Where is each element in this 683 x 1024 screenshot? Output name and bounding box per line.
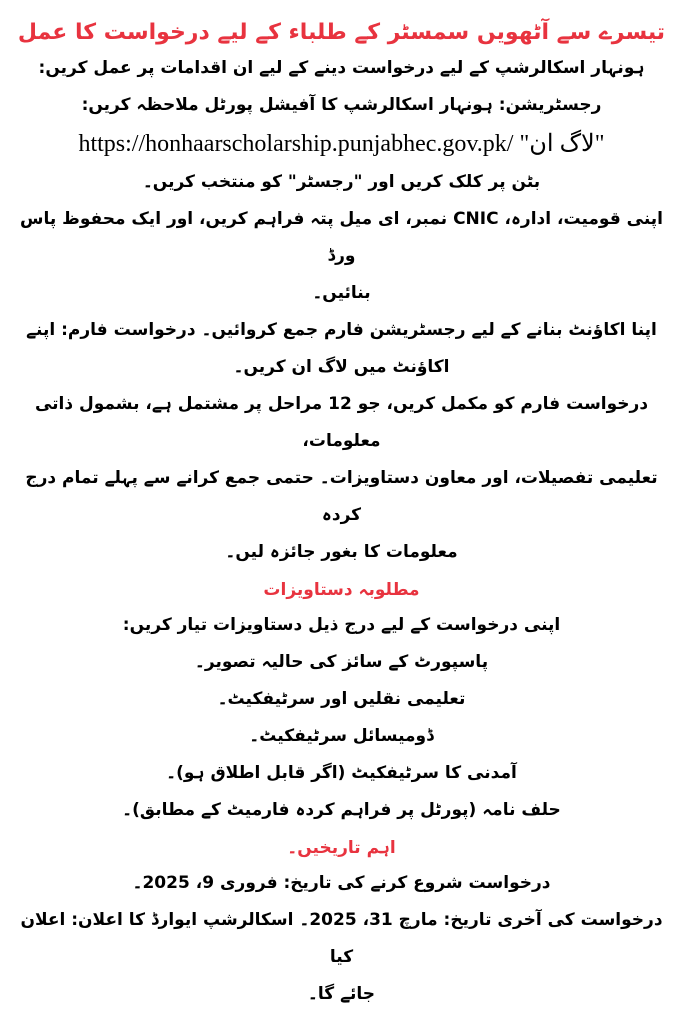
submit-line-2: اکاؤنٹ میں لاگ ان کریں۔ xyxy=(233,357,450,377)
document-item: ڈومیسائل سرٹیفکیٹ۔ xyxy=(249,726,434,746)
submit-line-1: اپنا اکاؤنٹ بنانے کے لیے رجسٹریشن فارم جمع کروائیں۔ درخواست فارم: اپنے xyxy=(26,320,657,340)
start-date: درخواست شروع کرنے کی تاریخ: فروری 9، 2025۔ xyxy=(132,873,551,893)
deadline-line-1: درخواست کی آخری تاریخ: مارچ 31، 2025۔ اسکالرشپ ایوارڈ کا اعلان: اعلان کیا xyxy=(20,910,663,967)
registration-text: رجسٹریشن: ہونہار اسکالرشپ کا آفیشل پورٹل ملاحظہ کریں: xyxy=(81,95,602,115)
document-item: حلف نامہ (پورٹل پر فراہم کردہ فارمیٹ کے مطابق)۔ xyxy=(122,800,561,820)
documents-heading: مطلوبہ دستاویزات xyxy=(263,580,420,600)
documents-list xyxy=(14,644,669,829)
login-instruction: بٹن پر کلک کریں اور "رجسٹر" کو منتخب کریں۔ xyxy=(142,172,541,192)
documents-intro: اپنی درخواست کے لیے درج ذیل دستاویزات تیار کریں: xyxy=(122,615,561,635)
details-line-2: بنائیں۔ xyxy=(312,283,371,303)
details-line-1: اپنی قومیت، ادارہ، CNIC نمبر، ای میل پتہ فراہم کریں، اور ایک محفوظ پاس ورڈ xyxy=(20,209,663,266)
dates-heading: اہم تاریخیں۔ xyxy=(287,838,396,858)
deadline-line-2: جائے گا۔ xyxy=(307,984,376,1004)
document-item: پاسپورٹ کے سائز کی حالیہ تصویر۔ xyxy=(194,652,489,672)
intro-text: ہونہار اسکالرشپ کے لیے درخواست دینے کے لیے ان اقدامات پر عمل کریں: xyxy=(38,58,645,78)
document-item: تعلیمی نقلیں اور سرٹیفکیٹ۔ xyxy=(217,689,466,709)
portal-url-line: https://honhaarscholarship.punjabhec.gov.pk/ "لاگ ان" xyxy=(78,131,605,157)
page-title: تیسرے سے آٹھویں سمسٹر کے طلباء کے لیے درخواست کا عمل xyxy=(17,20,666,45)
form-line-1: درخواست فارم کو مکمل کریں، جو 12 مراحل پر مشتمل ہے، بشمول ذاتی معلومات، xyxy=(34,394,649,451)
form-line-3: معلومات کا بغور جائزہ لیں۔ xyxy=(225,542,458,562)
document-item: آمدنی کا سرٹیفکیٹ (اگر قابل اطلاق ہو)۔ xyxy=(166,763,517,783)
form-line-2: تعلیمی تفصیلات، اور معاون دستاویزات۔ حتمی جمع کرانے سے پہلے تمام درج کردہ xyxy=(25,468,658,525)
